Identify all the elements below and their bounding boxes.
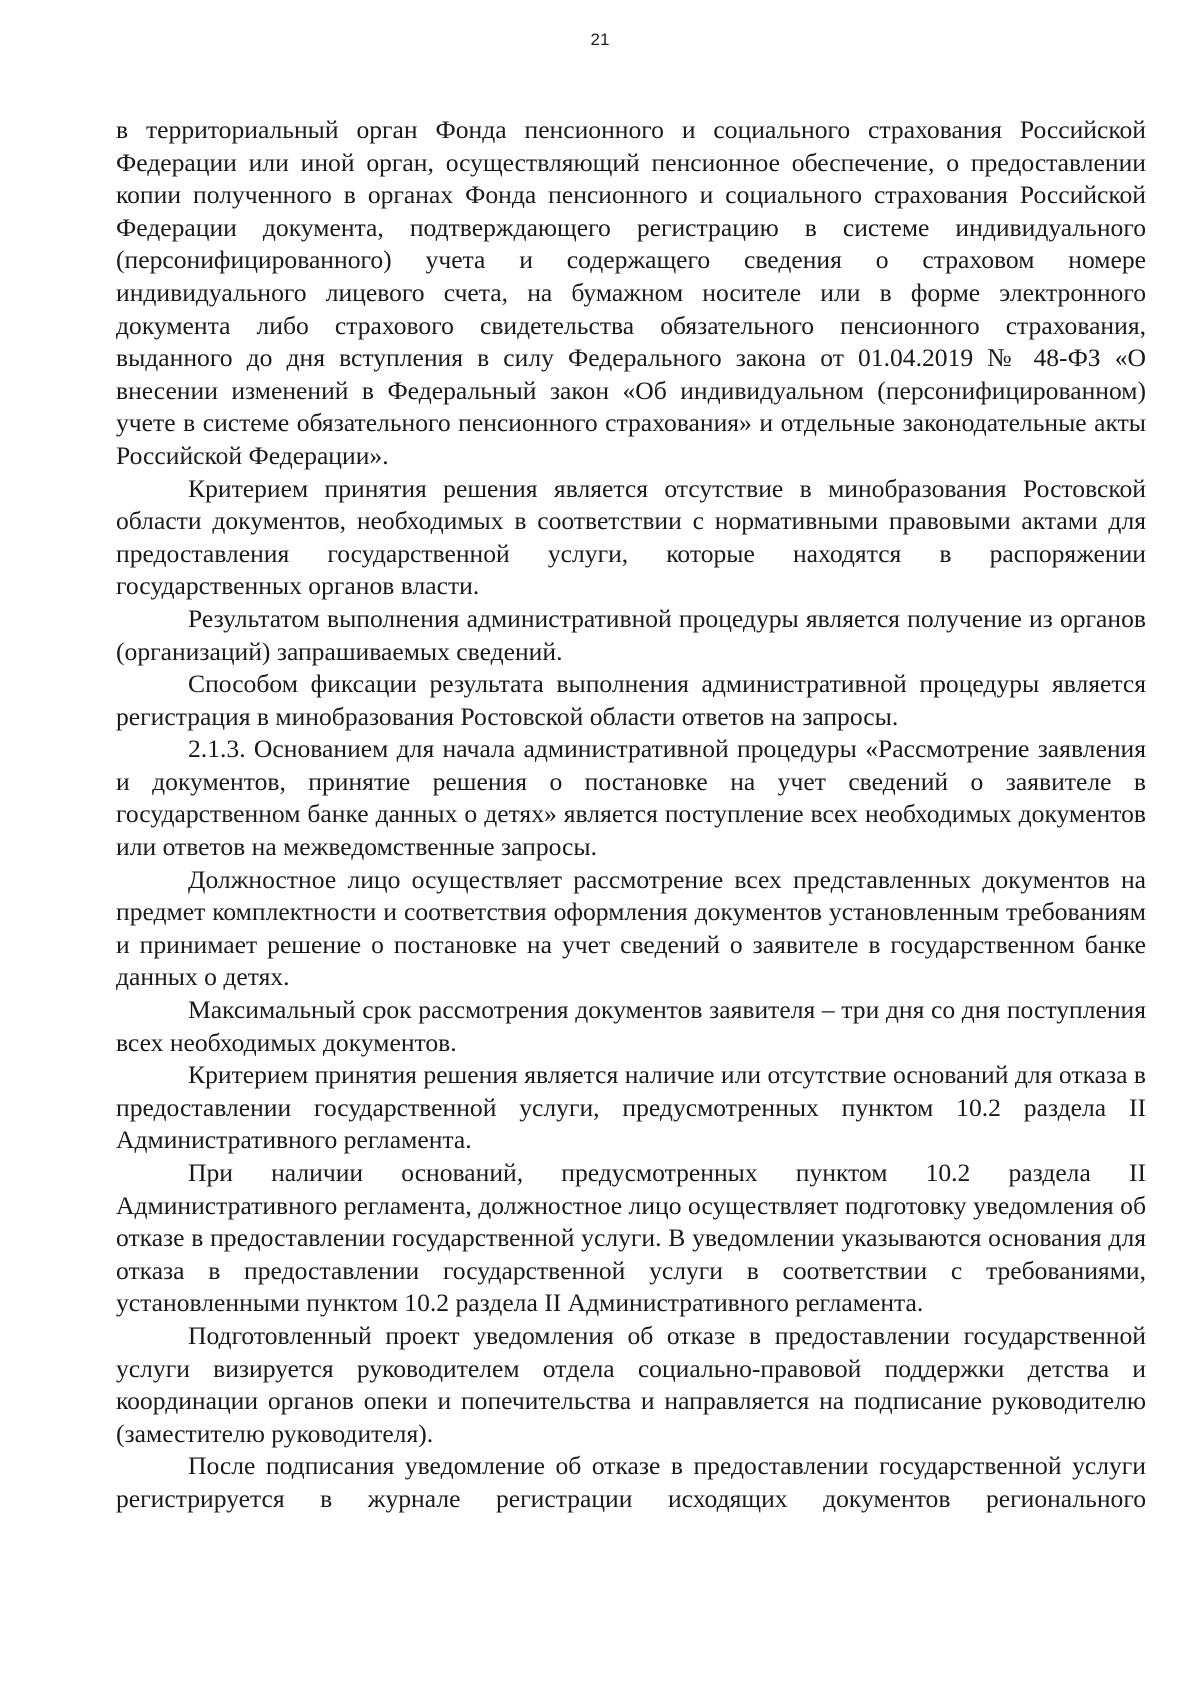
paragraph-official-review: Должностное лицо осуществляет рассмотрение всех представленных документов на предмет комплектности и соответствия оформления документов установленным требованиям и принимает решение о постановке на учет сведений о заявителе в государственном банке данных о детях. <box>116 864 1146 992</box>
paragraph-refusal-criterion: Критерием принятия решения является наличие или отсутствие оснований для отказа в предоставлении государственной услуги, предусмотренных пунктом 10.2 раздела II Административного регламента. <box>116 1060 1146 1155</box>
paragraph-1-continuation: в территориальный орган Фонда пенсионного и социального страхования Российской Федерации или иной орган, осуществляющий пенсионное обеспечение, о предоставлении копии полученного в органах Фонда пенсионного и социального страхования Российской Федерации документа, подтверждающего регистрацию в системе индивидуального (персонифицированного) учета и содержащего сведения о страховом номере индивидуального лицевого счета, на бумажном носителе или в форме электронного документа либо страхового свидетельства обязательного пенсионного страхования, выданного до дня вступления в силу Федерального закона от 01.04.2019 № 48-ФЗ «О внесении изменений в Федеральный закон «Об индивидуальном (персонифицированном) учете в системе обязательного пенсионного страхования» и отдельные законодательные акты Российской Федерации». <box>116 115 1146 470</box>
page-number: 21 <box>590 30 610 49</box>
paragraph-draft-approval: Подготовленный проект уведомления об отказе в предоставлении государственной услуги визируется руководителем отдела социально-правовой поддержки детства и координации органов опеки и попечительства и направляется на подписание руководителю (заместителю руководителя). <box>116 1320 1146 1448</box>
paragraph-refusal-notice: При наличии оснований, предусмотренных пунктом 10.2 раздела II Административного регламента, должностное лицо осуществляет подготовку уведомления об отказе в предоставлении государственной услуги. В уведомлении указываются основания для отказа в предоставлении государственной услуги в соответствии с требованиями, установленными пунктом 10.2 раздела II Административного регламента. <box>116 1158 1146 1318</box>
document-body <box>116 114 1146 1516</box>
paragraph-2-1-3: 2.1.3. Основанием для начала административной процедуры «Рассмотрение заявления и документов, принятие решения о постановке на учет сведений о заявителе в государственном банке данных о детях» является поступление всех необходимых документов или ответов на межведомственные запросы. <box>116 734 1146 862</box>
paragraph-decision-criterion: Критерием принятия решения является отсутствие в минобразования Ростовской области документов, необходимых в соответствии с нормативными правовыми актами для предоставления государственной услуги, которые находятся в распоряжении государственных органов власти. <box>116 473 1146 601</box>
paragraph-max-review-term: Максимальный срок рассмотрения документов заявителя – три дня со дня поступления всех необходимых документов. <box>116 995 1146 1057</box>
paragraph-result-fixation: Способом фиксации результата выполнения административной процедуры является регистрация в минобразования Ростовской области ответов на запросы. <box>116 669 1146 731</box>
paragraph-registration: После подписания уведомление об отказе в предоставлении государственной услуги регистрируется в журнале регистрации исходящих документов регионального <box>116 1451 1146 1513</box>
paragraph-procedure-result: Результатом выполнения административной процедуры является получение из органов (организаций) запрашиваемых сведений. <box>116 603 1146 666</box>
